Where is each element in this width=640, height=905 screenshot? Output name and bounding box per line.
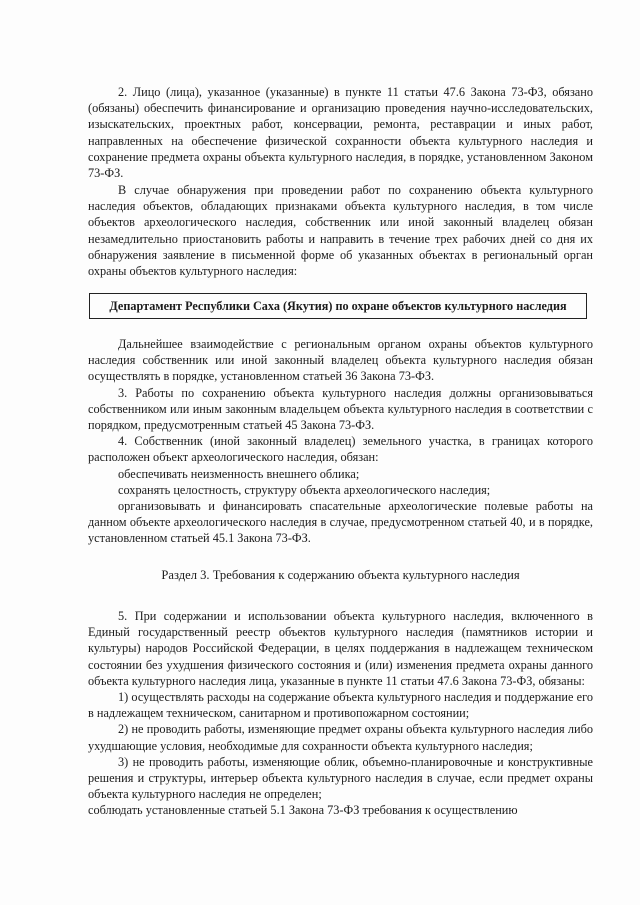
department-stamp: Департамент Республики Саха (Якутия) по охране объектов культурного наследия: [89, 293, 587, 319]
paragraph-item-5-3: 3) не проводить работы, изменяющие облик, объемно-планировочные и конструктивные решения и структуры, интерьер объекта культурного наследия в случае, если предмет охраны объекта культурного наследия не определен;: [88, 754, 593, 802]
paragraph-group-discovery: [88, 182, 593, 279]
paragraph-item-4-1: обеспечивать неизменность внешнего облика;: [118, 466, 360, 481]
paragraph-interaction: Дальнейшее взаимодействие с региональным органом охраны объектов культурного наследия собственник или иной законный владелец объекта культурного наследия обязан осуществлять в порядке, установленном статьей 36 Закона 73-ФЗ.: [88, 337, 593, 384]
paragraph-group-interaction: [88, 336, 593, 547]
paragraph-group-obligations: [88, 84, 593, 181]
paragraph-item-5: 5. При содержании и использовании объекта культурного наследия, включенного в Единый государственный реестр объектов культурного наследия (памятников истории и культуры) народов Российской Федерации, в целях поддержания в надлежащем техническом состоянии без ухудшения физического состояния и (или) изменения предмета охраны данного объекта культурного наследия лица, указанные в пункте 11 статьи 47.6 Закона 73-ФЗ, обязаны:: [88, 609, 593, 688]
paragraph-item-5-2: 2) не проводить работы, изменяющие предмет охраны объекта культурного наследия либо ухудшающие условия, необходимые для сохранности объекта культурного наследия;: [88, 722, 593, 753]
paragraph-item-3: 3. Работы по сохранению объекта культурного наследия должны организовываться собственником или иным законным владельцем объекта культурного наследия в соответствии с порядком, предусмотренным статьей 45 Закона 73-ФЗ.: [88, 385, 593, 433]
paragraph-item-2: 2. Лицо (лица), указанное (указанные) в пункте 11 статьи 47.6 Закона 73-ФЗ, обязано (обязаны) обеспечить финансирование и организацию проведения научно-исследовательских, изыскательских, проектных работ, консервации, ремонта, реставрации и иных работ, направленных на обеспечение физической сохранности объекта культурного наследия и сохранение предмета охраны объекта культурного наследия, в порядке, установленном Законом 73-ФЗ.: [88, 85, 593, 181]
paragraph-item-4-3: организовывать и финансировать спасательные археологические полевые работы на данном объекте археологического наследия в случае, предусмотренном статьей 40, и в порядке, установленном статьей 45.1 Закона 73-ФЗ.: [88, 499, 593, 546]
paragraph-group-maintenance: [88, 608, 593, 819]
paragraph-item-4-2: сохранять целостность, структуру объекта археологического наследия;: [118, 482, 491, 497]
paragraph-item-4: 4. Собственник (иной законный владелец) земельного участка, в границах которого расположен объект археологического наследия, обязан:: [88, 434, 593, 465]
paragraph-item-5-4: соблюдать установленные статьей 5.1 Закона 73-ФЗ требования к осуществлению: [88, 803, 518, 818]
paragraph-discovery: В случае обнаружения при проведении работ по сохранению объекта культурного наследия объектов, обладающих признаками объекта культурного наследия, в том числе объектов археологического наследия, собственник или иной законный владелец обязан незамедлительно приостановить работы и направить в течение трех рабочих дней со дня их обнаружения заявление в письменной форме об указанных объектах в региональный орган охраны объектов культурного наследия:: [88, 183, 593, 279]
section-3-title: Раздел 3. Требования к содержанию объекта культурного наследия: [161, 568, 520, 582]
paragraph-item-5-1: 1) осуществлять расходы на содержание объекта культурного наследия и поддержание его в надлежащем техническом, санитарном и противопожарном состоянии;: [88, 690, 593, 721]
